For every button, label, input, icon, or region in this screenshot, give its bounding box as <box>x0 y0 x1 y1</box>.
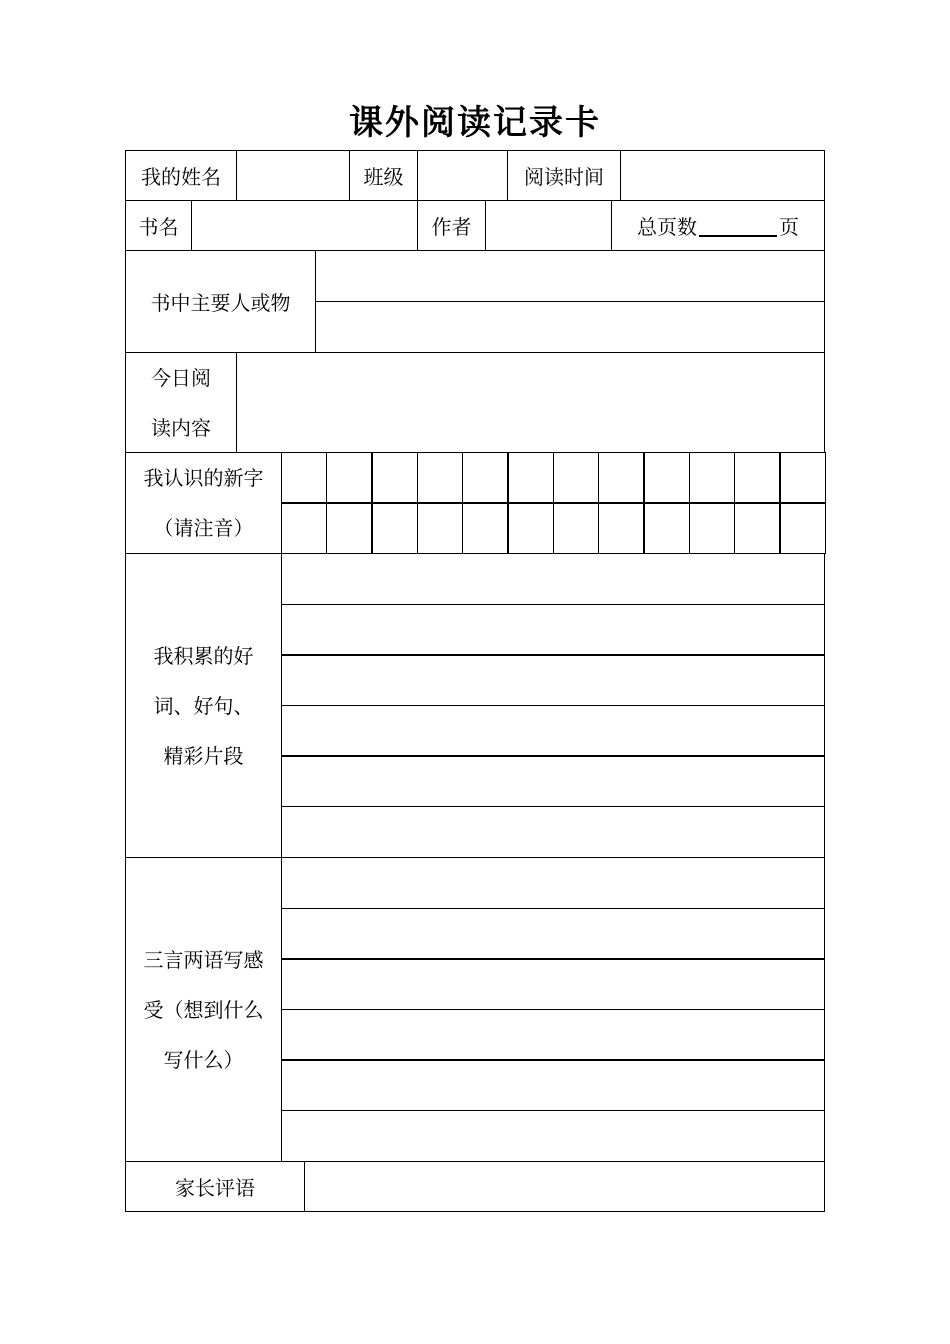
new-word-cell[interactable] <box>644 452 690 504</box>
new-word-cell[interactable] <box>598 502 644 554</box>
good-words-line[interactable] <box>281 705 825 757</box>
class-label: 班级 <box>349 150 418 201</box>
feelings-label-line: 写什么） <box>163 1047 244 1072</box>
good-words-line[interactable] <box>281 553 825 605</box>
good-words-label-line: 词、好句、 <box>153 693 254 718</box>
feelings-line[interactable] <box>281 857 825 909</box>
feelings-line[interactable] <box>281 1110 825 1162</box>
reading-time-label: 阅读时间 <box>507 150 621 201</box>
new-word-cell[interactable] <box>417 502 463 554</box>
new-word-cell[interactable] <box>598 452 644 504</box>
new-word-cell[interactable] <box>780 452 826 504</box>
feelings-line[interactable] <box>281 1059 825 1111</box>
feelings-line[interactable] <box>281 908 825 960</box>
new-word-cell[interactable] <box>508 502 554 554</box>
good-words-line[interactable] <box>281 755 825 807</box>
page-title: 课外阅读记录卡 <box>349 103 601 143</box>
total-pages-blank[interactable] <box>699 215 777 237</box>
reading-time-field[interactable] <box>620 150 825 201</box>
name-label: 我的姓名 <box>125 150 237 201</box>
feelings-label-line: 受（想到什么 <box>143 997 264 1022</box>
good-words-line[interactable] <box>281 654 825 706</box>
new-word-cell[interactable] <box>326 452 372 504</box>
feelings-line[interactable] <box>281 1009 825 1061</box>
class-field[interactable] <box>417 150 508 201</box>
new-word-cell[interactable] <box>780 502 826 554</box>
parent-comment-label: 家长评语 <box>125 1161 305 1212</box>
total-pages-unit: 页 <box>779 215 799 239</box>
parent-comment-field[interactable] <box>304 1161 825 1212</box>
book-label: 书名 <box>125 200 192 251</box>
new-words-label-line: （请注音） <box>153 516 254 540</box>
characters-line-2[interactable] <box>315 301 825 353</box>
today-content-field[interactable] <box>236 352 825 453</box>
feelings-line[interactable] <box>281 958 825 1010</box>
good-words-label-line: 精彩片段 <box>163 743 244 768</box>
new-words-label <box>125 452 282 554</box>
author-label: 作者 <box>417 200 486 251</box>
new-words-label-line: 我认识的新字 <box>143 466 264 490</box>
new-word-cell[interactable] <box>417 452 463 504</box>
new-word-cell[interactable] <box>553 502 599 554</box>
new-word-cell[interactable] <box>689 452 735 504</box>
new-word-cell[interactable] <box>326 502 372 554</box>
today-content-label-line: 今日阅 <box>151 365 211 390</box>
new-word-cell[interactable] <box>644 502 690 554</box>
new-word-cell[interactable] <box>734 452 780 504</box>
new-word-cell[interactable] <box>553 452 599 504</box>
today-content-label-line: 读内容 <box>151 415 211 440</box>
new-word-cell[interactable] <box>372 502 418 554</box>
good-words-line[interactable] <box>281 604 825 656</box>
new-word-cell[interactable] <box>689 502 735 554</box>
new-word-cell[interactable] <box>462 502 508 554</box>
name-field[interactable] <box>236 150 350 201</box>
characters-label: 书中主要人或物 <box>125 250 316 353</box>
characters-line-1[interactable] <box>315 250 825 302</box>
new-word-cell[interactable] <box>508 452 554 504</box>
new-word-cell[interactable] <box>462 452 508 504</box>
today-content-label <box>125 352 237 453</box>
good-words-label-line: 我积累的好 <box>153 643 254 668</box>
new-word-cell[interactable] <box>372 452 418 504</box>
new-word-cell[interactable] <box>281 502 327 554</box>
good-words-line[interactable] <box>281 806 825 858</box>
new-word-cell[interactable] <box>734 502 780 554</box>
book-field[interactable] <box>191 200 418 251</box>
total-pages-label: 总页数 <box>637 215 697 239</box>
good-words-label <box>125 553 282 858</box>
total-pages-cell <box>611 200 825 251</box>
new-word-cell[interactable] <box>281 452 327 504</box>
author-field[interactable] <box>485 200 612 251</box>
feelings-label <box>125 857 282 1162</box>
feelings-label-line: 三言两语写感 <box>143 947 264 972</box>
